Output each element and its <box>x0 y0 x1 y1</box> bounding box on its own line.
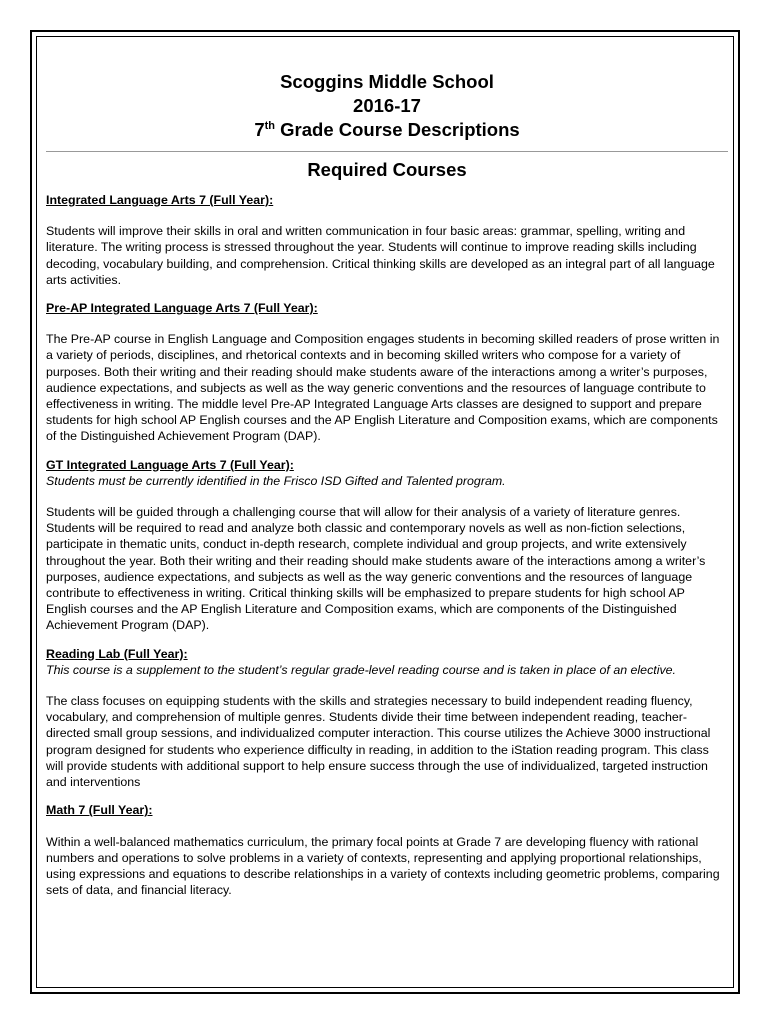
course-title: Math 7 (Full Year): <box>46 803 153 818</box>
course-description: Students will be guided through a challenging course that will allow for their analysis of a variety of literature genres. Students will be required to read and analyze both classic and contemporary novels as well as non-fiction selections, participate in thematic units, conduct in-depth research, complete individual and group projects, and write extensively throughout the year. Both their writing and their reading should make students aware of the interactions among a writer’s purposes, audience expectations, and subjects as well as the way generic conventions and the resources of language contribute to effectiveness in writing. Critical thinking skills will be emphasized to prepare students for high school AP English courses and the AP English Literature and Composition exams, which are components of the Distinguished Achievement Program (DAP). <box>46 505 706 633</box>
course-note: This course is a supplement to the student’s regular grade-level reading course and is taken in place of an elective. <box>46 662 676 677</box>
course-description: Within a well-balanced mathematics curriculum, the primary focal points at Grade 7 are developing fluency with rational numbers and operations to solve problems in a variety of contexts, representing and applying proportional relationships, using expressions and equations to describe relationships in a variety of contexts including geometric problems, comparing sets of data, and financial literacy. <box>46 834 720 898</box>
course-note: Students must be currently identified in the Frisco ISD Gifted and Talented program. <box>46 473 506 488</box>
course-title: Pre-AP Integrated Language Arts 7 (Full Year): <box>46 301 318 316</box>
grade-ordinal: th <box>264 119 275 132</box>
document-title <box>46 118 728 142</box>
grade-number: 7 <box>254 119 265 140</box>
course-description: The Pre-AP course in English Language and Composition engages students in becoming skilled readers of prose written in a variety of periods, disciplines, and rhetorical contexts and in becoming skilled writers who compose for a variety of purposes. Both their writing and their reading should make students aware of the interactions among a writer’s purposes, audience expectations, and subjects as well as the way generic conventions and the resources of language contribute to effectiveness in writing. The middle level Pre-AP Integrated Language Arts classes are designed to support and prepare students for high school AP English courses and the AP English Literature and Composition exams, which are components of the Distinguished Achievement Program (DAP). <box>46 332 720 444</box>
document-body <box>46 70 728 910</box>
course-ila7 <box>46 192 728 288</box>
title-rest: Grade Course Descriptions <box>275 119 520 140</box>
course-title: Reading Lab (Full Year): <box>46 646 188 661</box>
school-name: Scoggins Middle School <box>280 71 494 92</box>
school-year: 2016-17 <box>353 95 421 116</box>
course-title: Integrated Language Arts 7 (Full Year): <box>46 193 274 207</box>
course-description: The class focuses on equipping students with the skills and strategies necessary to build independent reading fluency, vocabulary, and comprehension of multiple genres. Students divide their time between independent reading, teacher-directed small group sessions, and individualized computer interaction. This course utilizes the Achieve 3000 instructional program designed for students who experience difficulty in reading, in addition to the iStation reading program. This class will provide students with additional support to help ensure success through the use of individualized, targeted instruction and interventions <box>46 694 711 790</box>
course-math7 <box>46 802 728 898</box>
section-title: Required Courses <box>307 159 467 180</box>
course-description: Students will improve their skills in oral and written communication in four basic areas: grammar, spelling, writing and literature. The writing process is stressed throughout the year. Students will continue to improve reading skills including decoding, vocabulary building, and comprehension. Critical thinking skills are developed as an integral part of all language arts activities. <box>46 224 715 287</box>
title-divider <box>46 151 728 152</box>
course-title: GT Integrated Language Arts 7 (Full Year): <box>46 457 294 472</box>
course-gt-ila7 <box>46 457 728 634</box>
course-reading-lab <box>46 646 728 791</box>
course-preap-ila7 <box>46 300 728 445</box>
